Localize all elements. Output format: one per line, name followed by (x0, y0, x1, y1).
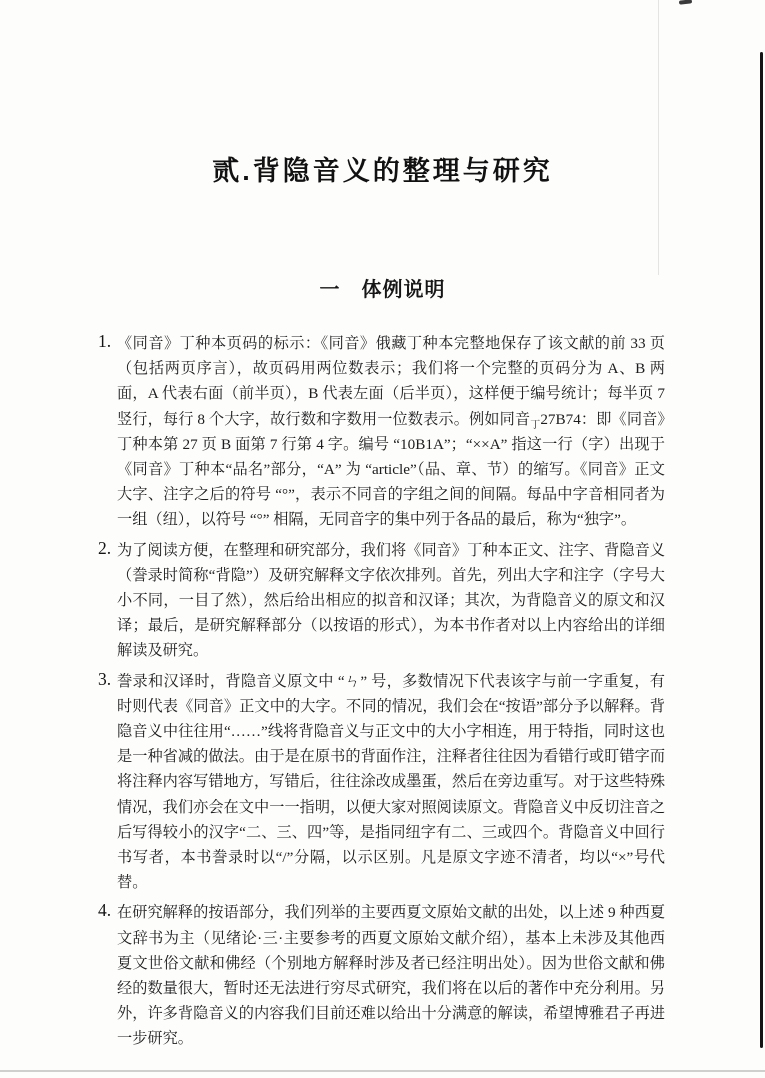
paragraph (98, 668, 665, 896)
paragraph-number: 3. (98, 668, 112, 689)
section-heading: 一 体例说明 (319, 279, 446, 301)
scan-speck-artifact (679, 0, 692, 5)
paragraph-text: 27B74：即《同音》丁种本第 27 页 B 面第 7 行第 4 字。编号 “10B1A”；“××A” 指这一行（字）出现于《同音》丁种本“品名”部分，“A” 为 “article”（品、章、节）的缩写。《同音》正文大字、注字之后的符号 “°”，表示不同音的字组之间的间隔。每品中字音相同者为一组（纽），以符号 “°” 相隔，无同音字的集中列于各品的最后，称为“独字”。 (117, 410, 666, 529)
page-title: 贰.背隐音义的整理与研究 (212, 156, 553, 186)
paragraph-text: 在研究解释的按语部分，我们列举的主要西夏文原始文献的出处，以上述 9 种西夏文辞书为主（见绪论·三·主要参考的西夏文原始文献介绍），基本上未涉及其他西夏文世俗文献和佛经（个别地方解释时涉及者已经注明出处）。因为世俗文献和佛经的数量很大，暂时还无法进行穷尽式研究，我们将在以后的著作中充分利用。另外，许多背隐音义的内容我们目前还难以给出十分满意的解读，希望博雅君子再进一步研究。 (117, 904, 665, 1048)
paragraph-text: 《同音》丁种本页码的标示：《同音》俄藏丁种本完整地保存了该文献的前 33 页（包括两页序言），故页码用两位数表示；我们将一个完整的页码分为 A、B 两面，A 代表右面（前半页），B 代表左面（后半页），这样便于编号统计；每半页 7 竖行，每行 8 个大字，故行数和字数用一位数表示。例如同音 (117, 335, 665, 428)
scan-bottom-line (0, 1070, 765, 1072)
paragraph-number: 4. (98, 900, 112, 921)
paragraph-text: 誊录和汉译时，背隐音义原文中 “ㄣ” 号，多数情况下代表该字与前一字重复，有时则代表《同音》正文中的大字。不同的情况，我们会在“按语”部分予以解释。背隐音义中往往用“……”线将背隐音义与正文中的大小字相连，用于特指，同时这也是一种省减的做法。由于是在原书的背面作注，注释者往往因为看错行或盯错字而将注释内容写错地方，写错后，往往涂改成墨蛋，然后在旁边重写。对于这些特殊情况，我们亦会在文中一一指明，以便大家对照阅读原文。背隐音义中反切注音之后写得较小的汉字“二、三、四”等，是指同纽字有二、三或四个。背隐音义中回行书写者，本书誊录时以“/”分隔，以示区别。凡是原文字迹不清者，均以“×”号代替。 (117, 672, 665, 892)
scan-hairline-artifact (658, 0, 659, 275)
paragraph (98, 900, 665, 1051)
paragraph-text: 为了阅读方便，在整理和研究部分，我们将《同音》丁种本正文、注字、背隐音义（誊录时简称“背隐”）及研究解释文字依次排列。首先，列出大字和注字（字号大小不同，一目了然），然后给出相应的拟音和汉译；其次，为背隐音义的原文和汉译；最后，是研究解释部分（以按语的形式），为本书作者对以上内容给出的详细解读及研究。 (117, 541, 665, 660)
paragraph-subscript: 丁 (530, 419, 541, 431)
paragraphs (98, 331, 666, 1057)
paragraph (98, 331, 666, 533)
paragraph-number: 1. (98, 331, 112, 351)
scan-edge-right-line (760, 52, 763, 1048)
paragraph (98, 537, 665, 664)
paragraph-number: 2. (98, 537, 112, 558)
